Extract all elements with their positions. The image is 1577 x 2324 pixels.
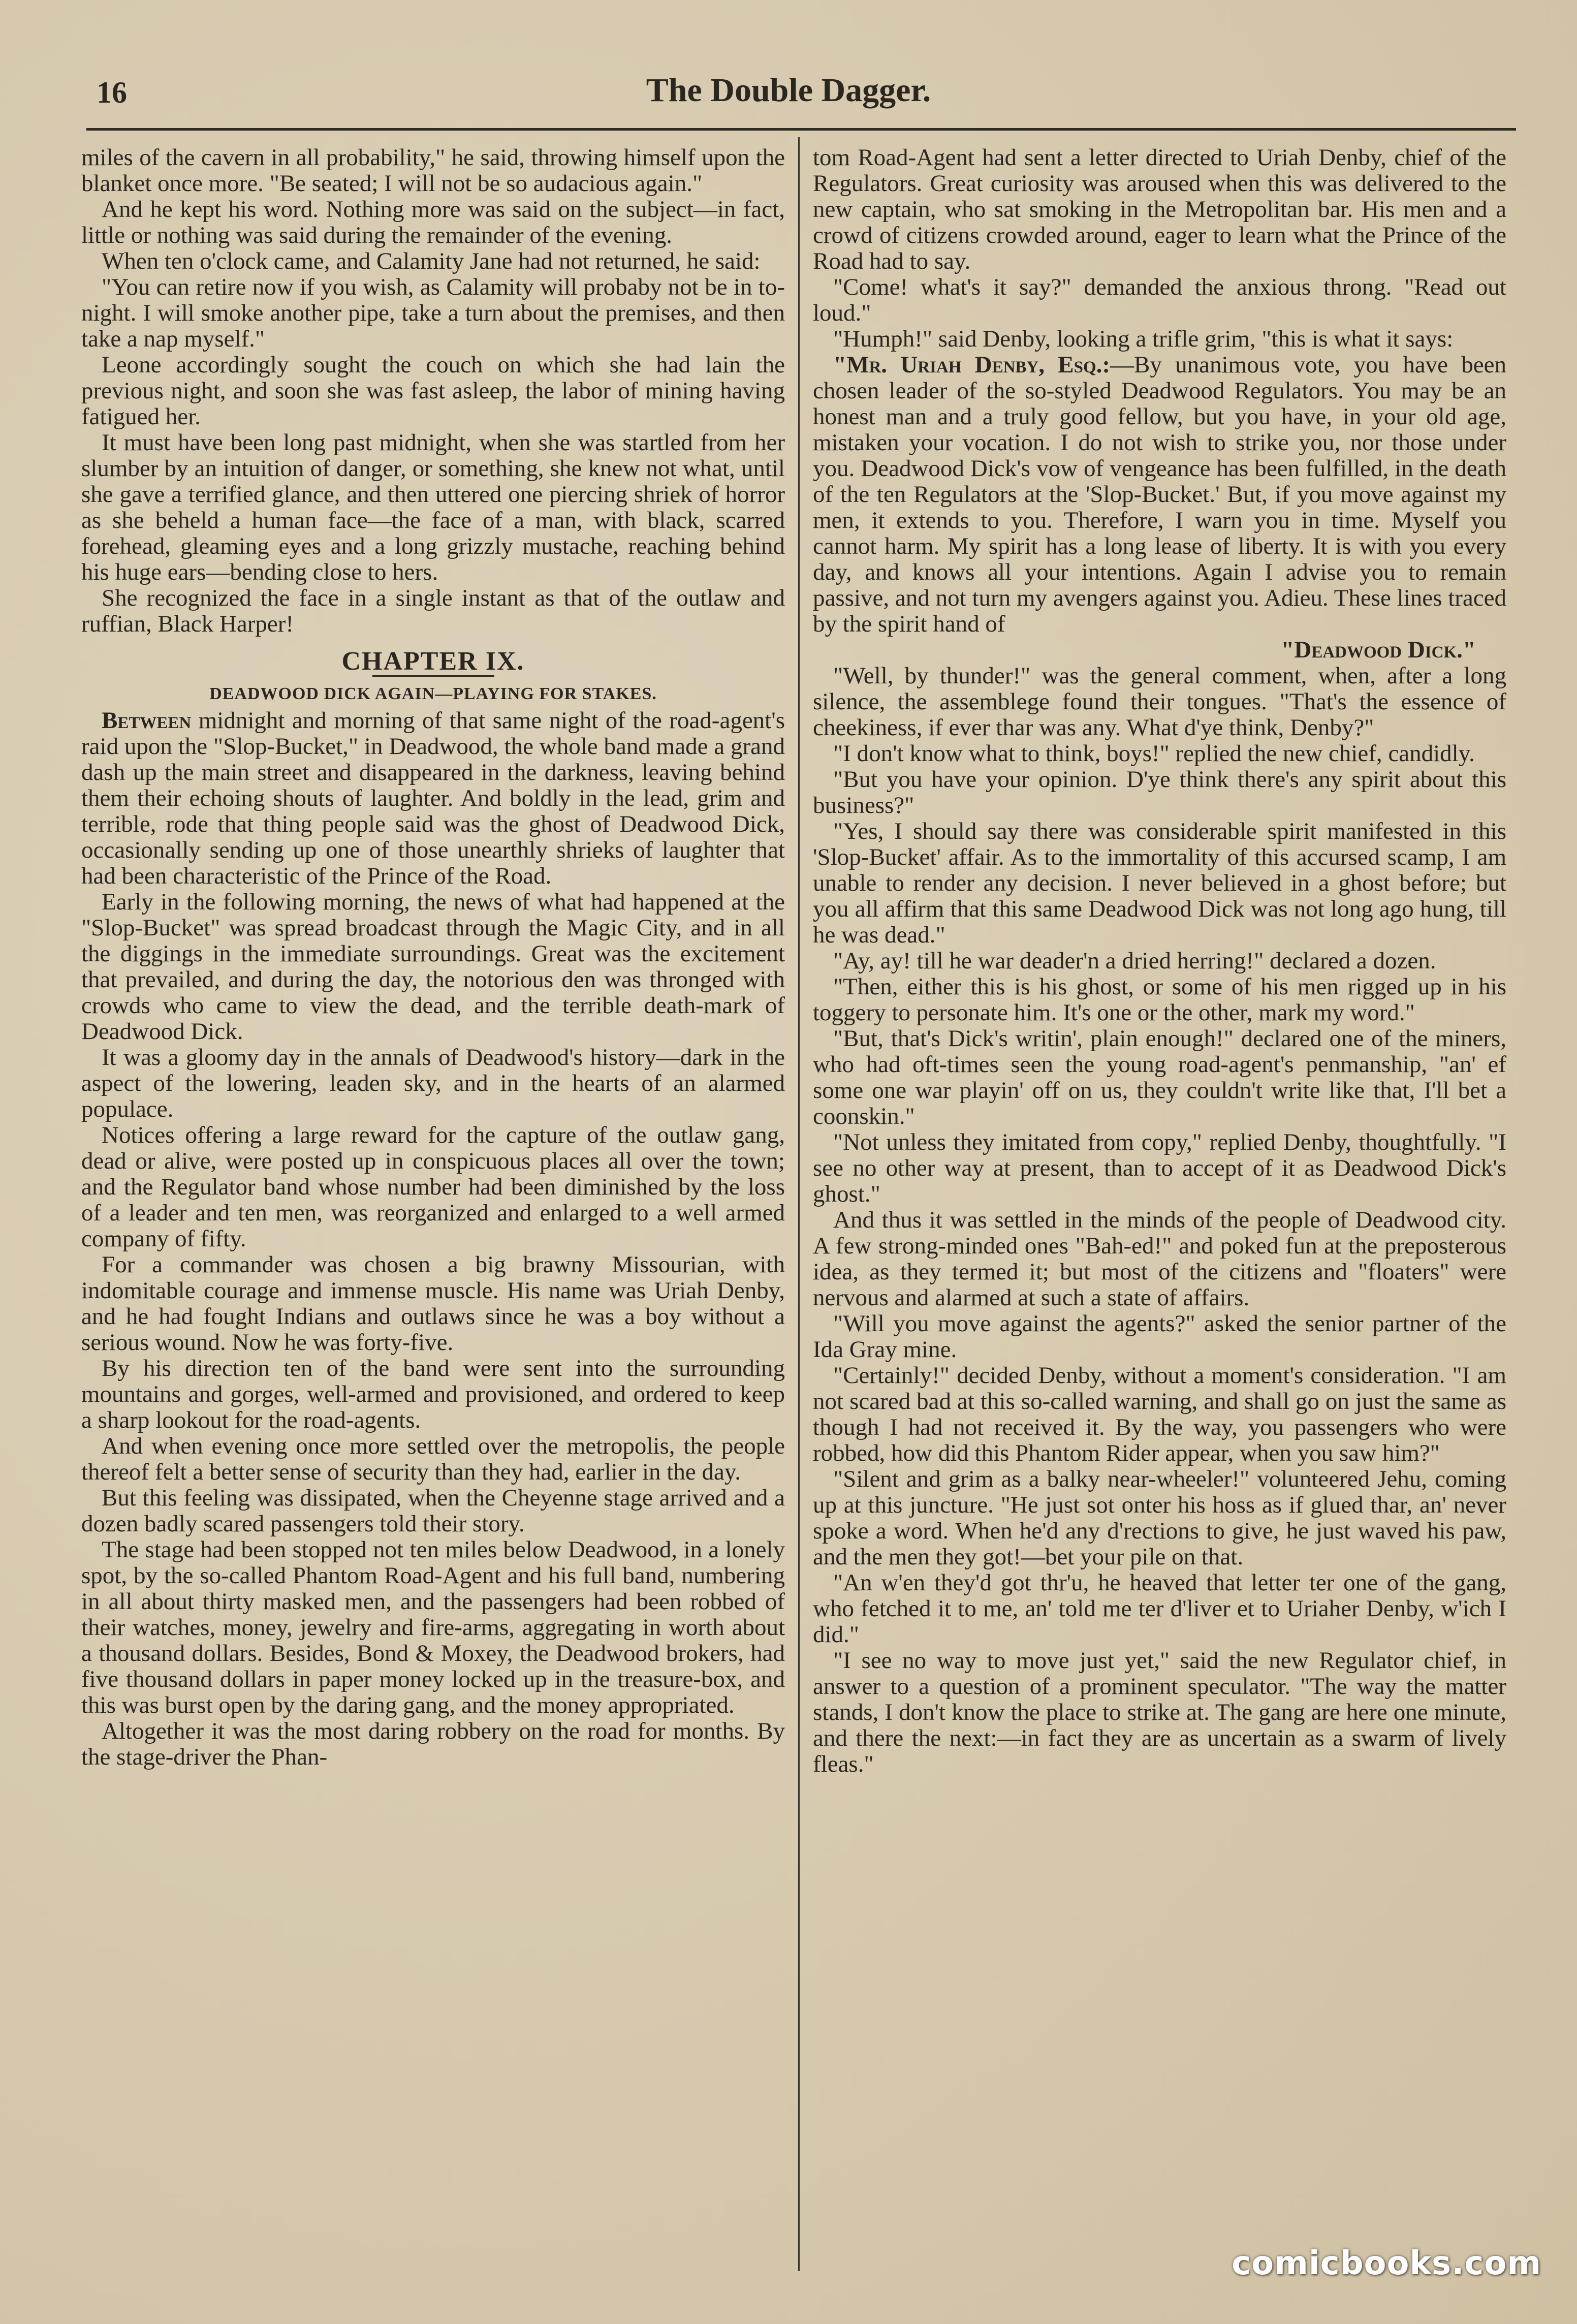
paragraph: The stage had been stopped not ten miles below Deadwood, in a lonely spot, by the so-called Phantom Road-Agent and his full band, numbering in all about thirty masked men, and the passengers had been robbed of their watches, money, jewelry and fire-arms, aggregating in worth about a thousand dollars. Besides, Bond & Moxey, the Deadwood brokers, had five thousand dollars in paper money locked up in the treasure-box, and this was burst open by the daring gang, and the money appropriated.: [81, 1536, 785, 1718]
paragraph: "Humph!" said Denby, looking a trifle grim, "this is what it says:: [833, 326, 1454, 352]
paragraph: "An w'en they'd got thr'u, he heaved that letter ter one of the gang, who fetched it to me, an' told me ter d'liver et to Uriaher Denby, w'ich I did.": [813, 1569, 1506, 1648]
paragraph: "Come! what's it say?" demanded the anxious throng. "Read out loud.": [813, 274, 1506, 326]
lead-word: Between: [102, 707, 192, 734]
paragraph: And thus it was settled in the minds of the people of Deadwood city. A few strong-minded ones "Bah-ed!" and poked fun at the preposterous idea, as they termed it; but most of the citizens and "floaters" were nervous and alarmed at such a state of affairs.: [813, 1207, 1506, 1311]
paragraph: "Certainly!" decided Denby, without a moment's consideration. "I am not scared bad at this so-called warning, and shall go on just the same as though I had not received it. By the way, you passengers who were robbed, how did this Phantom Rider appear, when you saw him?": [813, 1362, 1506, 1466]
right-column: [813, 145, 1506, 2269]
chapter-subtitle: DEADWOOD DICK AGAIN—PLAYING FOR STAKES.: [209, 684, 657, 703]
letter-paragraph: [813, 352, 1506, 637]
paragraph: tom Road-Agent had sent a letter directed to Uriah Denby, chief of the Regulators. Great curiosity was aroused when this was delivered to the new captain, who sat smoking in the Metropolitan bar. His men and a crowd of citizens crowded around, eager to learn what the Prince of the Road had to say.: [813, 145, 1506, 274]
paragraph: But this feeling was dissipated, when the Cheyenne stage arrived and a dozen badly scared passengers told their story.: [81, 1485, 785, 1537]
paragraph: "Well, by thunder!" was the general comment, when, after a long silence, the assemblege found their tongues. "That's the essence of cheekiness, if ever thar was any. What d'ye think, Denby?": [813, 663, 1506, 741]
paragraph-text: midnight and morning of that same night of the road-agent's raid upon the "Slop-Bucket," in Deadwood, the whole band made a grand dash up the main street and disappeared in the darkness, leaving behind them their echoing shouts of laughter. And boldly in the lead, grim and terrible, rode that thing people said was the ghost of Deadwood Dick, occasionally sending up one of those unearthly shrieks of laughter that had been characteristic of the Prince of the Road.: [81, 707, 785, 889]
chapter-heading: CHAPTER IX.: [341, 647, 525, 676]
paragraph: It must have been long past midnight, when she was startled from her slumber by an intuition of danger, or something, she knew not what, until she gave a terrified glance, and then uttered one piercing shriek of horror as she beheld a human face—the face of a man, with black, scarred forehead, gleaming eyes and a long grizzly mustache, reaching behind his huge ears—bending close to hers.: [81, 429, 785, 585]
letter-salutation: "Mr. Uriah Denby, Esq.:: [833, 352, 1111, 378]
paragraph: "Ay, ay! till he war deader'n a dried herring!" declared a dozen.: [833, 948, 1436, 974]
paragraph: "I see no way to move just yet," said the new Regulator chief, in answer to a question of a prominent speculator. "The way the matter stands, I don't know the place to strike at. The gang are here one minute, and there the next:—in fact they are as uncertain as a swarm of lively fleas.": [813, 1647, 1506, 1777]
left-column: [81, 145, 785, 2269]
paragraph: Early in the following morning, the news of what had happened at the "Slop-Bucket" was spread broadcast through the Magic City, and in all the diggings in the immediate surroundings. Great was the excitement that prevailed, and during the day, the notorious den was thronged with crowds who came to view the dead, and the terrible death-mark of Deadwood Dick.: [81, 889, 785, 1045]
paragraph: "Silent and grim as a balky near-wheeler!" volunteered Jehu, coming up at this juncture. "He just sot onter his hoss as if glued thar, an' never spoke a word. When he'd any d'rections to give, he just waved his paw, and the men they got!—bet your pile on that.: [813, 1466, 1506, 1570]
paragraph: And when evening once more settled over the metropolis, the people thereof felt a better sense of security than they had, earlier in the day.: [81, 1433, 785, 1485]
watermark: comicbooks.com: [1232, 2245, 1541, 2282]
paragraph: "Then, either this is his ghost, or some of his men rigged up in his toggery to personate him. It's one or the other, mark my word.": [813, 973, 1506, 1026]
running-title: The Double Dagger.: [646, 72, 931, 109]
paragraph: When ten o'clock came, and Calamity Jane had not returned, he said:: [102, 248, 761, 274]
column-divider: [798, 137, 800, 2271]
paragraph: Altogether it was the most daring robbery on the road for months. By the stage-driver the Phan-: [81, 1718, 785, 1770]
letter-signature: "Deadwood Dick.": [1281, 637, 1476, 663]
paragraph: "But, that's Dick's writin', plain enough!" declared one of the miners, who had oft-times seen the young road-agent's penmanship, "an' ef some one war playin' off on us, they couldn't write like that, I'll bet a coonskin.": [813, 1025, 1506, 1129]
paragraph: And he kept his word. Nothing more was said on the subject—in fact, little or nothing was said during the remainder of the evening.: [81, 196, 785, 248]
paragraph: miles of the cavern in all probability," he said, throwing himself upon the blanket once more. "Be seated; I will not be so audacious again.": [81, 145, 785, 197]
paragraph: For a commander was chosen a big brawny Missourian, with indomitable courage and immense muscle. His name was Uriah Denby, and he had fought Indians and outlaws since he was a boy without a serious wound. Now he was forty-five.: [81, 1251, 785, 1356]
paragraph: Notices offering a large reward for the capture of the outlaw gang, dead or alive, were posted up in conspicuous places all over the town; and the Regulator band whose number had been diminished by the loss of a leader and ten men, was reorganized and enlarged to a well armed company of fifty.: [81, 1122, 785, 1252]
paragraph: "Not unless they imitated from copy," replied Denby, thoughtfully. "I see no other way at present, than to accept of it as Deadwood Dick's ghost.": [813, 1129, 1506, 1207]
paragraph: "Yes, I should say there was considerable spirit manifested in this 'Slop-Bucket' affair. As to the immortality of this accursed scamp, I am unable to render any decision. I never believed in a ghost before; but you all affirm that this same Deadwood Dick was not long ago hung, till he was dead.": [813, 818, 1506, 948]
paragraph: "I don't know what to think, boys!" replied the new chief, candidly.: [833, 740, 1475, 767]
header-rule: [86, 128, 1516, 131]
paragraph-text: —By unanimous vote, you have been chosen leader of the so-styled Deadwood Regulators. You may be an honest man and a truly good fellow, but you have, in your old age, mistaken your vocation. I do not wish to strike you, nor those under you. Deadwood Dick's vow of vengeance has been fulfilled, in the death of the ten Regulators at the 'Slop-Bucket.' But, if you move against my men, it extends to you. Therefore, I warn you in time. Myself you cannot harm. My spirit has a long lease of liberty. It is with you every day, and knows all your intentions. Again I advise you to remain passive, and not turn my avengers against you. Adieu. These lines traced by the spirit hand of: [813, 352, 1506, 637]
page-number: 16: [97, 76, 127, 109]
paragraph: "Will you move against the agents?" asked the senior partner of the Ida Gray mine.: [813, 1310, 1506, 1363]
paragraph: By his direction ten of the band were sent into the surrounding mountains and gorges, well-armed and provisioned, and ordered to keep a sharp lookout for the road-agents.: [81, 1355, 785, 1433]
paragraph: "But you have your opinion. D'ye think there's any spirit about this business?": [813, 766, 1506, 819]
paragraph: Leone accordingly sought the couch on which she had lain the previous night, and soon she was fast asleep, the labor of mining having fatigued her.: [81, 352, 785, 430]
paragraph: She recognized the face in a single instant as that of the outlaw and ruffian, Black Harper!: [81, 585, 785, 637]
paragraph: "You can retire now if you wish, as Calamity will probaby not be in to-night. I will smoke another pipe, take a turn about the premises, and then take a nap myself.": [81, 274, 785, 352]
paragraph: It was a gloomy day in the annals of Deadwood's history—dark in the aspect of the lowering, leaden sky, and in the hearts of an alarmed populace.: [81, 1044, 785, 1122]
paragraph: [81, 708, 785, 889]
